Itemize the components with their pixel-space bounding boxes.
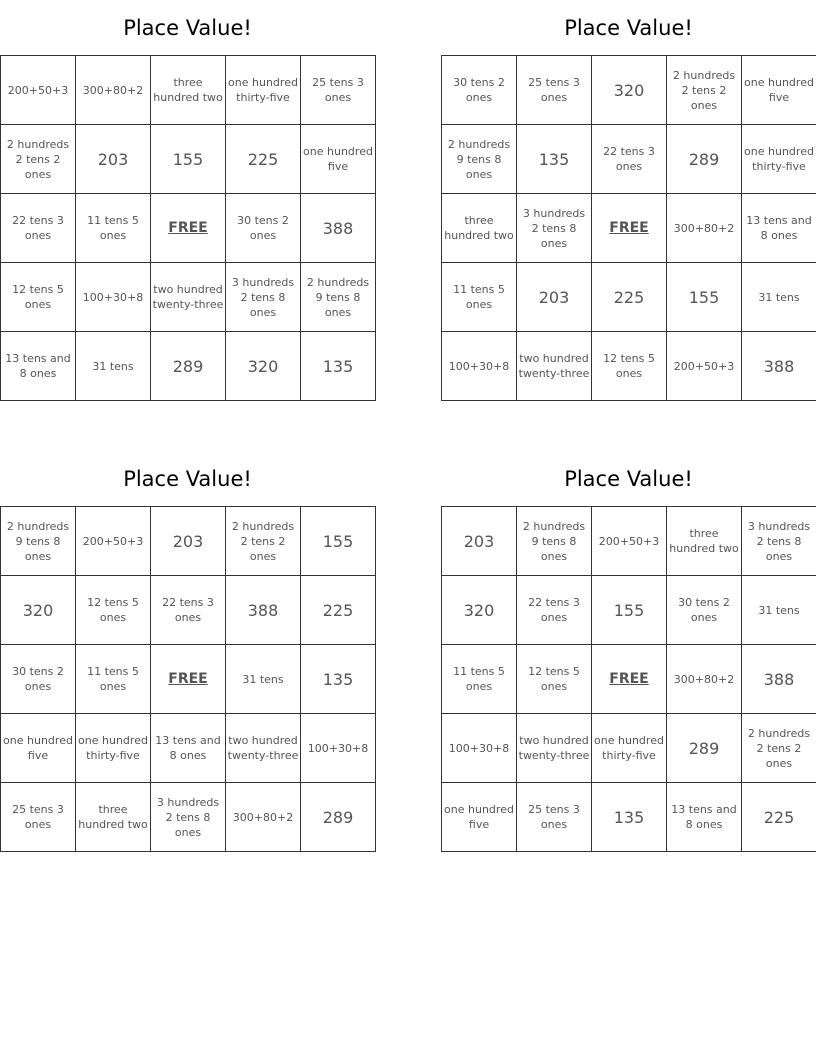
grid-row (442, 56, 816, 125)
grid-cell: 289 (151, 332, 226, 401)
bingo-grid (441, 55, 816, 401)
bingo-card-3 (0, 451, 375, 852)
free-space: FREE (151, 645, 226, 714)
grid-cell: 135 (301, 645, 376, 714)
grid-row (442, 714, 816, 783)
free-space: FREE (592, 194, 667, 263)
grid-cell: 388 (226, 576, 301, 645)
grid-row (442, 783, 816, 852)
grid-cell: 100+30+8 (442, 714, 517, 783)
grid-cell: two hundred twenty-three (226, 714, 301, 783)
grid-row (1, 125, 376, 194)
grid-row (1, 194, 376, 263)
grid-cell: 2 hundreds 2 tens 2 ones (226, 507, 301, 576)
grid-cell: 388 (742, 645, 816, 714)
grid-row (442, 332, 816, 401)
card-title: Place Value! (123, 16, 252, 40)
grid-cell: 31 tens (226, 645, 301, 714)
grid-row (1, 332, 376, 401)
grid-cell: 155 (592, 576, 667, 645)
grid-cell: 11 tens 5 ones (442, 645, 517, 714)
bingo-grid (0, 55, 376, 401)
grid-row (442, 576, 816, 645)
grid-cell: 289 (667, 714, 742, 783)
grid-cell: 12 tens 5 ones (1, 263, 76, 332)
grid-cell: 22 tens 3 ones (517, 576, 592, 645)
bingo-card-2 (441, 0, 816, 401)
grid-row (442, 645, 816, 714)
grid-cell: 3 hundreds 2 tens 8 ones (151, 783, 226, 852)
grid-cell: 320 (442, 576, 517, 645)
grid-cell: 13 tens and 8 ones (667, 783, 742, 852)
grid-cell: 30 tens 2 ones (442, 56, 517, 125)
free-space: FREE (592, 645, 667, 714)
grid-cell: 13 tens and 8 ones (742, 194, 816, 263)
grid-cell: 320 (226, 332, 301, 401)
grid-cell: 2 hundreds 2 tens 2 ones (742, 714, 816, 783)
grid-cell: 300+80+2 (226, 783, 301, 852)
grid-cell: 100+30+8 (442, 332, 517, 401)
grid-cell: 2 hundreds 2 tens 2 ones (1, 125, 76, 194)
grid-cell: 388 (301, 194, 376, 263)
grid-cell: 203 (151, 507, 226, 576)
grid-cell: one hundred five (301, 125, 376, 194)
grid-cell: one hundred thirty-five (76, 714, 151, 783)
grid-row (442, 194, 816, 263)
grid-cell: 200+50+3 (1, 56, 76, 125)
grid-cell: 300+80+2 (667, 194, 742, 263)
grid-cell: 13 tens and 8 ones (151, 714, 226, 783)
grid-cell: 22 tens 3 ones (1, 194, 76, 263)
grid-cell: 25 tens 3 ones (301, 56, 376, 125)
grid-cell: 155 (667, 263, 742, 332)
grid-cell: three hundred two (151, 56, 226, 125)
grid-cell: three hundred two (667, 507, 742, 576)
grid-cell: 300+80+2 (667, 645, 742, 714)
grid-cell: two hundred twenty-three (517, 714, 592, 783)
grid-cell: 12 tens 5 ones (517, 645, 592, 714)
grid-cell: 30 tens 2 ones (226, 194, 301, 263)
free-space: FREE (151, 194, 226, 263)
grid-cell: 11 tens 5 ones (76, 194, 151, 263)
grid-cell: 30 tens 2 ones (667, 576, 742, 645)
grid-cell: 135 (301, 332, 376, 401)
grid-row (1, 714, 376, 783)
grid-row (1, 263, 376, 332)
grid-cell: 320 (592, 56, 667, 125)
grid-row (1, 645, 376, 714)
grid-cell: 225 (226, 125, 301, 194)
grid-cell: 289 (301, 783, 376, 852)
grid-cell: 12 tens 5 ones (76, 576, 151, 645)
grid-row (442, 263, 816, 332)
grid-cell: 2 hundreds 9 tens 8 ones (1, 507, 76, 576)
grid-cell: 289 (667, 125, 742, 194)
grid-row (1, 783, 376, 852)
grid-cell: 2 hundreds 9 tens 8 ones (442, 125, 517, 194)
grid-cell: 203 (442, 507, 517, 576)
grid-cell: 200+50+3 (592, 507, 667, 576)
grid-cell: 320 (1, 576, 76, 645)
grid-cell: 2 hundreds 9 tens 8 ones (301, 263, 376, 332)
grid-cell: 30 tens 2 ones (1, 645, 76, 714)
bingo-card-1 (0, 0, 375, 401)
grid-cell: 3 hundreds 2 tens 8 ones (517, 194, 592, 263)
grid-cell: 25 tens 3 ones (1, 783, 76, 852)
grid-cell: one hundred thirty-five (742, 125, 816, 194)
bingo-grid (0, 506, 376, 852)
grid-cell: 2 hundreds 2 tens 2 ones (667, 56, 742, 125)
grid-cell: two hundred twenty-three (517, 332, 592, 401)
grid-cell: 22 tens 3 ones (151, 576, 226, 645)
grid-cell: 225 (742, 783, 816, 852)
grid-cell: 31 tens (742, 263, 816, 332)
grid-cell: 25 tens 3 ones (517, 56, 592, 125)
grid-cell: 200+50+3 (76, 507, 151, 576)
grid-cell: 31 tens (742, 576, 816, 645)
grid-cell: two hundred twenty-three (151, 263, 226, 332)
grid-cell: 388 (742, 332, 816, 401)
grid-cell: 155 (151, 125, 226, 194)
grid-cell: 100+30+8 (301, 714, 376, 783)
grid-cell: 12 tens 5 ones (592, 332, 667, 401)
grid-cell: one hundred five (1, 714, 76, 783)
grid-cell: 135 (517, 125, 592, 194)
grid-cell: 225 (592, 263, 667, 332)
grid-cell: 11 tens 5 ones (442, 263, 517, 332)
grid-cell: 25 tens 3 ones (517, 783, 592, 852)
grid-cell: 3 hundreds 2 tens 8 ones (226, 263, 301, 332)
card-title: Place Value! (564, 16, 693, 40)
bingo-card-4 (441, 451, 816, 852)
grid-cell: 11 tens 5 ones (76, 645, 151, 714)
grid-row (442, 125, 816, 194)
grid-cell: three hundred two (76, 783, 151, 852)
bingo-grid (441, 506, 816, 852)
grid-cell: one hundred thirty-five (226, 56, 301, 125)
grid-cell: one hundred thirty-five (592, 714, 667, 783)
grid-cell: 203 (76, 125, 151, 194)
grid-cell: 3 hundreds 2 tens 8 ones (742, 507, 816, 576)
grid-row (1, 576, 376, 645)
grid-cell: 300+80+2 (76, 56, 151, 125)
grid-cell: 135 (592, 783, 667, 852)
grid-cell: 225 (301, 576, 376, 645)
grid-cell: 22 tens 3 ones (592, 125, 667, 194)
grid-cell: 203 (517, 263, 592, 332)
grid-row (1, 507, 376, 576)
grid-cell: three hundred two (442, 194, 517, 263)
grid-cell: 2 hundreds 9 tens 8 ones (517, 507, 592, 576)
card-title: Place Value! (123, 467, 252, 491)
grid-row (1, 56, 376, 125)
grid-cell: 100+30+8 (76, 263, 151, 332)
grid-row (442, 507, 816, 576)
grid-cell: 200+50+3 (667, 332, 742, 401)
grid-cell: 155 (301, 507, 376, 576)
grid-cell: one hundred five (442, 783, 517, 852)
grid-cell: 13 tens and 8 ones (1, 332, 76, 401)
card-title: Place Value! (564, 467, 693, 491)
grid-cell: 31 tens (76, 332, 151, 401)
grid-cell: one hundred five (742, 56, 816, 125)
